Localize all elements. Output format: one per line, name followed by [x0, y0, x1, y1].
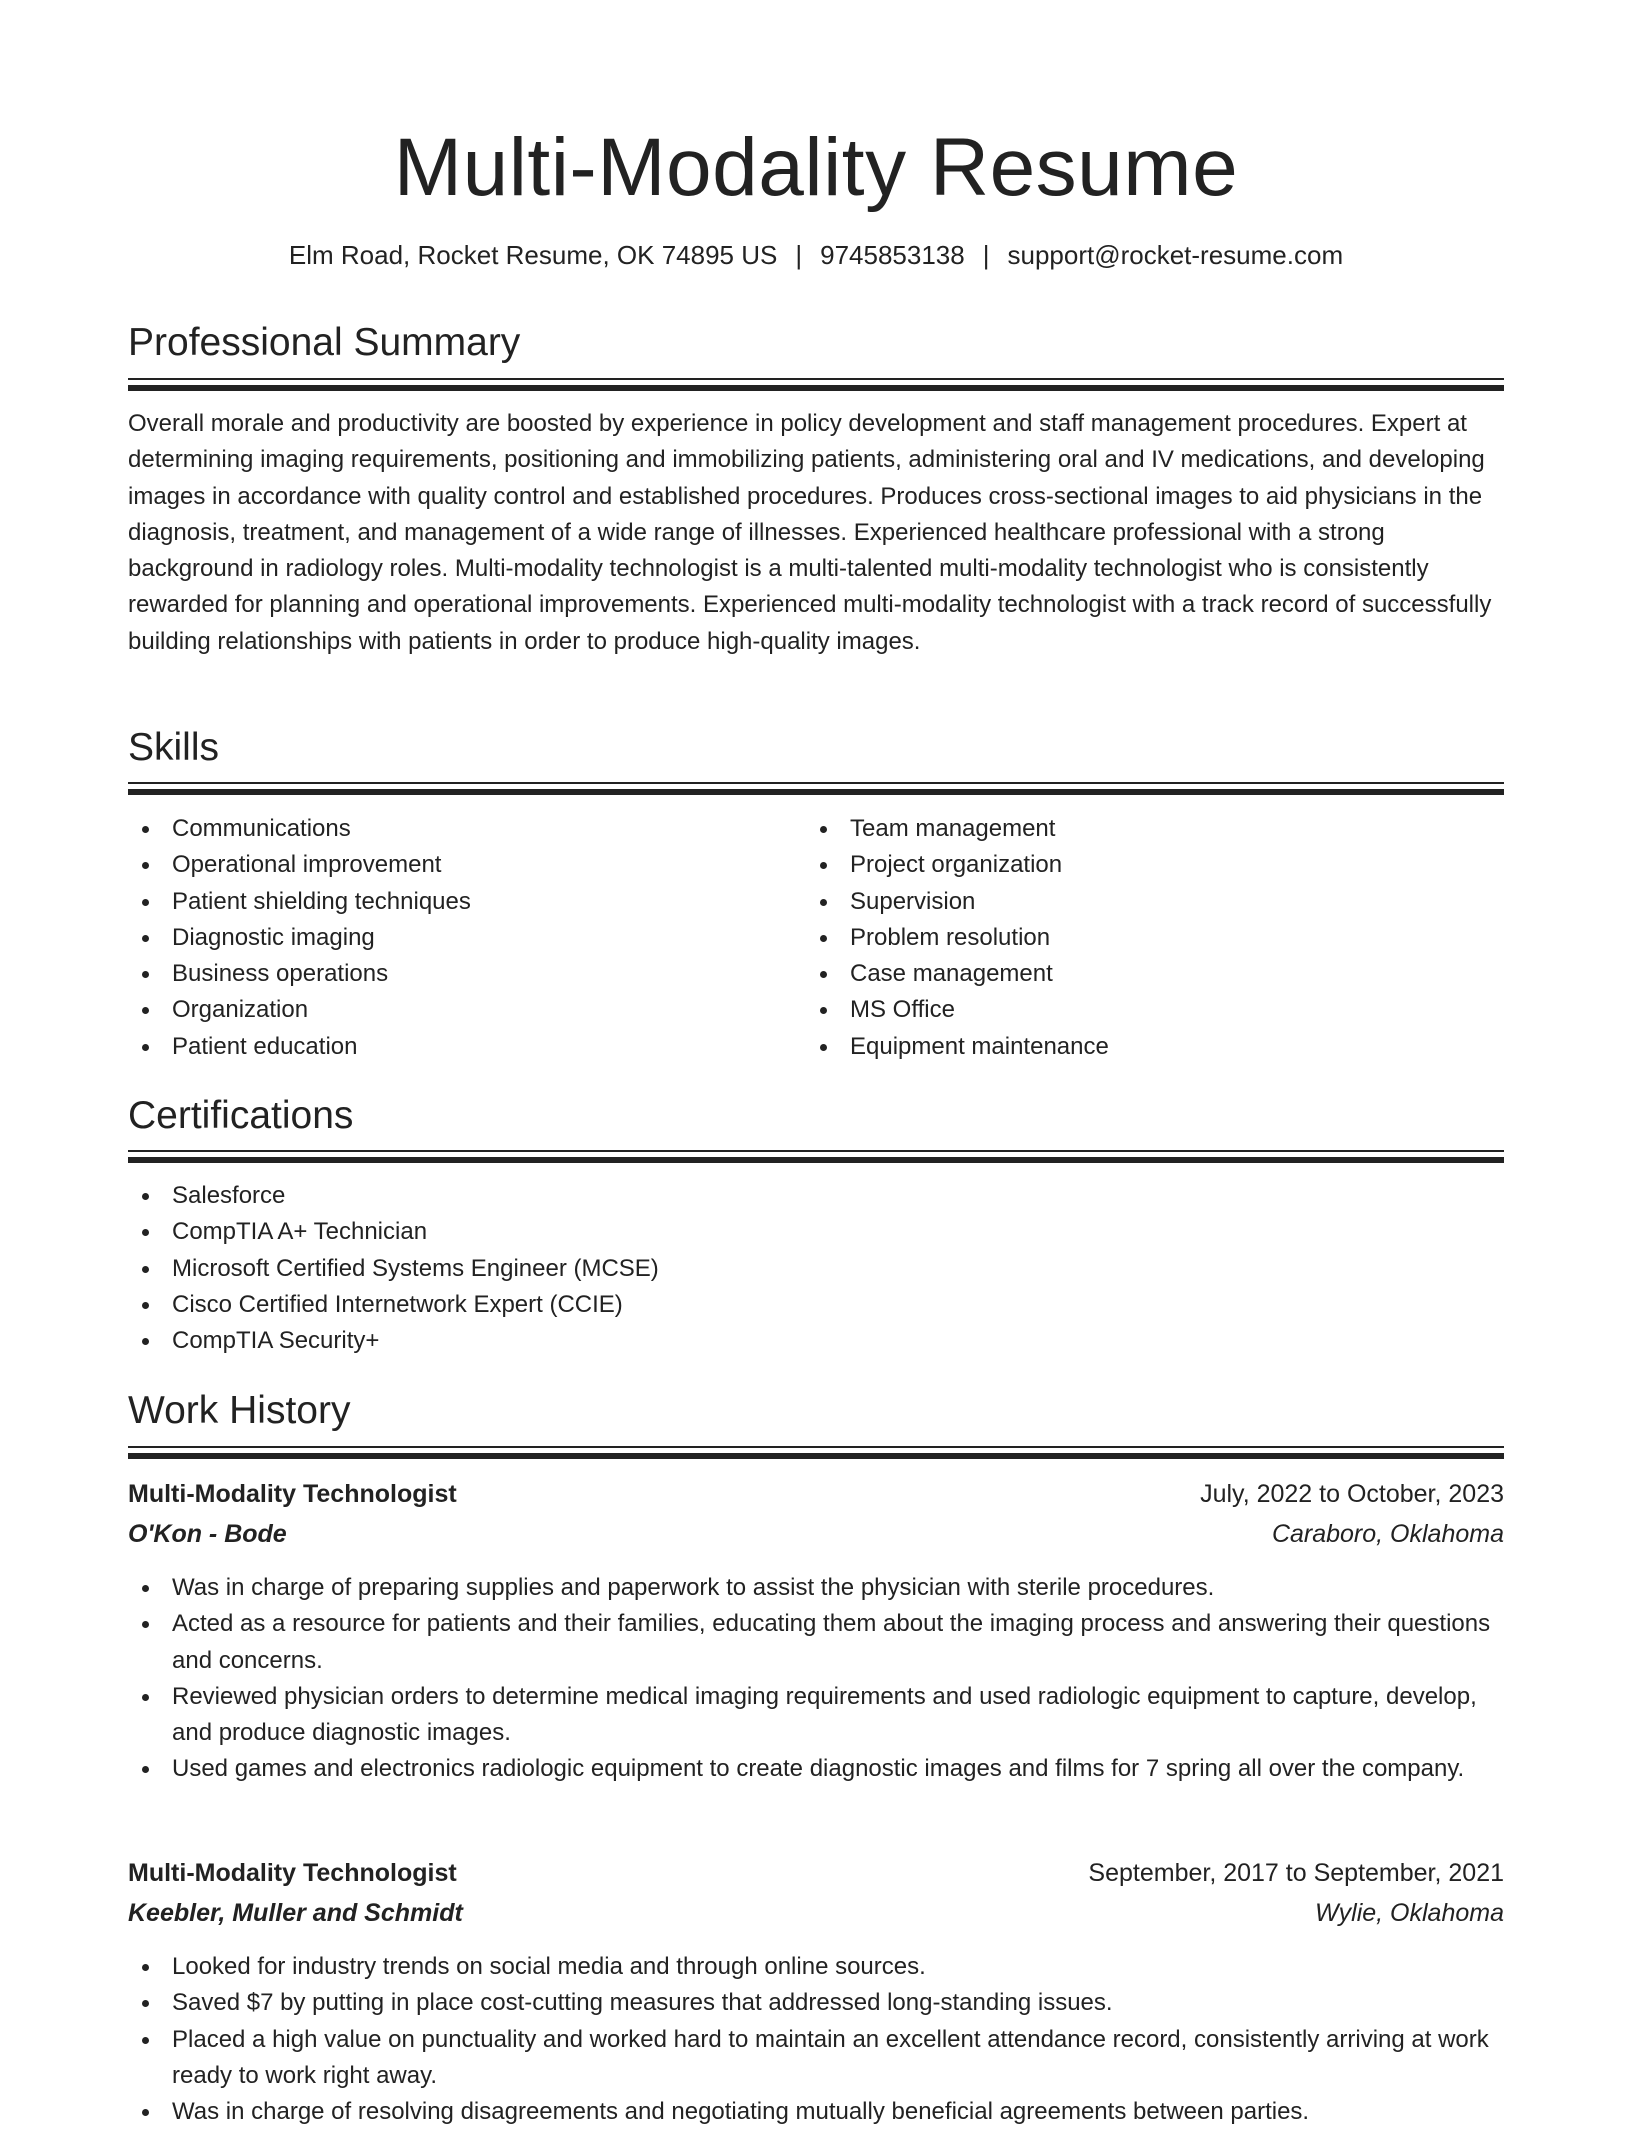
- skill-item: Case management: [806, 956, 1504, 992]
- section-title-work-history: Work History: [128, 1389, 351, 1432]
- job-bullet: Looked for industry trends on social media and through online sources.: [128, 1949, 1504, 1985]
- job-bullets: [128, 1949, 1504, 2130]
- certifications-list: [128, 1178, 1504, 1359]
- certification-item: Salesforce: [128, 1178, 1504, 1214]
- contact-separator: |: [982, 240, 990, 270]
- skill-item: MS Office: [806, 992, 1504, 1028]
- contact-email: support@rocket-resume.com: [1007, 240, 1344, 270]
- job-header: [128, 1855, 1504, 1935]
- job-location: Wylie, Oklahoma: [1315, 1899, 1504, 1927]
- section-divider: [128, 782, 1504, 795]
- job-header: [128, 1476, 1504, 1556]
- skill-item: Problem resolution: [806, 920, 1504, 956]
- section-title-skills: Skills: [128, 726, 220, 769]
- skills-list-right: [806, 811, 1504, 1065]
- job-location: Caraboro, Oklahoma: [1271, 1520, 1504, 1548]
- skill-item: Equipment maintenance: [806, 1029, 1504, 1065]
- skill-item: Project organization: [806, 847, 1504, 883]
- job-bullet: Placed a high value on punctuality and worked hard to maintain an excellent attendance record, consistently arriving at work ready to work right away.: [128, 2022, 1504, 2095]
- certification-item: Microsoft Certified Systems Engineer (MCSE): [128, 1251, 1504, 1287]
- job-bullet: Acted as a resource for patients and their families, educating them about the imaging process and answering their questions and concerns.: [128, 1606, 1504, 1679]
- resume-name: Multi-Modality Resume: [393, 122, 1239, 213]
- certification-item: CompTIA A+ Technician: [128, 1214, 1504, 1250]
- job-bullet: Was in charge of resolving disagreements and negotiating mutually beneficial agreements between parties.: [128, 2094, 1504, 2130]
- skill-item: Organization: [128, 992, 798, 1028]
- summary-text: Overall morale and productivity are boosted by experience in policy development and staff management procedures. Expert at determining imaging requirements, positioning and immobilizing patients, administering oral and IV medications, and developing images in accordance with quality control and established procedures. Produces cross-sectional images to aid physicians in the diagnosis, treatment, and management of a wide range of illnesses. Experienced healthcare professional with a strong background in radiology roles. Multi-modality technologist is a multi-talented multi-modality technologist who is consistently rewarded for planning and operational improvements. Experienced multi-modality technologist with a track record of successfully building relationships with patients in order to produce high-quality images.: [128, 410, 1492, 655]
- skill-item: Business operations: [128, 956, 798, 992]
- skill-item: Communications: [128, 811, 798, 847]
- job-bullet: Reviewed physician orders to determine medical imaging requirements and used radiologic equipment to capture, develop, and produce diagnostic images.: [128, 1679, 1504, 1752]
- job-dates: September, 2017 to September, 2021: [1088, 1859, 1504, 1887]
- section-divider: [128, 1446, 1504, 1459]
- section-divider: [128, 1150, 1504, 1163]
- contact-separator: |: [795, 240, 803, 270]
- skills-list-left: [128, 811, 798, 1065]
- certification-item: CompTIA Security+: [128, 1323, 1504, 1359]
- section-title-summary: Professional Summary: [128, 321, 521, 364]
- contact-address: Elm Road, Rocket Resume, OK 74895 US: [288, 240, 778, 270]
- contact-line: [128, 238, 1504, 272]
- job-bullets: [128, 1570, 1504, 1788]
- skill-item: Supervision: [806, 884, 1504, 920]
- job-dates: July, 2022 to October, 2023: [1200, 1480, 1504, 1508]
- job-company: Keebler, Muller and Schmidt: [128, 1899, 463, 1927]
- job-bullet: Used games and electronics radiologic equipment to create diagnostic images and films for 7 spring all over the company.: [128, 1751, 1504, 1787]
- skill-item: Diagnostic imaging: [128, 920, 798, 956]
- job-bullet: Saved $7 by putting in place cost-cutting measures that addressed long-standing issues.: [128, 1985, 1504, 2021]
- job-title: Multi-Modality Technologist: [128, 1480, 457, 1508]
- job-bullet: Was in charge of preparing supplies and paperwork to assist the physician with sterile procedures.: [128, 1570, 1504, 1606]
- skill-item: Patient education: [128, 1029, 798, 1065]
- skill-item: Operational improvement: [128, 847, 798, 883]
- skill-item: Team management: [806, 811, 1504, 847]
- job-company: O'Kon - Bode: [128, 1520, 287, 1548]
- job-title: Multi-Modality Technologist: [128, 1859, 457, 1887]
- section-title-certifications: Certifications: [128, 1094, 354, 1137]
- contact-phone: 9745853138: [820, 240, 965, 270]
- certification-item: Cisco Certified Internetwork Expert (CCIE): [128, 1287, 1504, 1323]
- skill-item: Patient shielding techniques: [128, 884, 798, 920]
- section-divider: [128, 378, 1504, 391]
